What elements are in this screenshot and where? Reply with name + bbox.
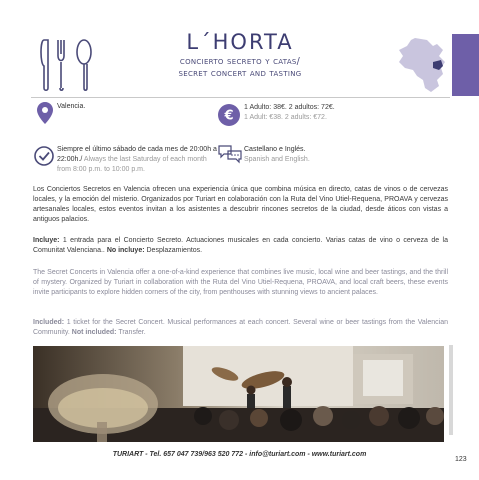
includes-en xyxy=(33,318,448,338)
subtitle-en: secret concert and tasting xyxy=(178,68,302,79)
schedule-block xyxy=(57,145,217,175)
page-number: 123 xyxy=(455,456,467,463)
schedule-es: Siempre el último sábado de cada mes de 20:00h a 22:00h./ xyxy=(57,146,217,163)
page-title: L´HORTA xyxy=(186,30,294,54)
includes-label-es: Incluye: xyxy=(33,237,60,244)
includes-label-en: Included: xyxy=(33,319,65,326)
excludes-label-en: Not included: xyxy=(71,329,117,336)
location-pin-icon xyxy=(37,102,53,124)
includes-text-es: 1 entrada para el Concierto Secreto. Actuaciones musicales en cada concierto. Varias catas de vino o cerveza de la Comunitat Valenciana.. xyxy=(33,237,448,254)
excludes-text-es: Desplazamientos. xyxy=(144,247,203,254)
price-block xyxy=(244,103,335,123)
euro-icon xyxy=(218,104,240,126)
svg-text:€: € xyxy=(224,108,234,124)
price-en: 1 Adult: €38. 2 adults: €72. xyxy=(244,114,327,121)
schedule-en: Always the last Saturday of each month from 8:00 p.m. to 10:00 p.m. xyxy=(57,156,207,173)
subtitle-es: concierto secreto y catas/ xyxy=(179,56,301,67)
valencia-region-map-icon xyxy=(393,36,453,94)
chat-bubbles-icon xyxy=(218,144,242,164)
includes-text-en: 1 ticket for the Secret Concert. Musical performances at each concert. Several wine or beer tastings from the Valencian Community. xyxy=(33,319,448,336)
check-circle-icon xyxy=(34,146,54,166)
description-en: The Secret Concerts in Valencia offer a one-of-a-kind experience that combines live music, local wine and beer tastings, and the thrill of mystery. Organized by Turiart in collaboration with the Ruta del Vino Utiel-Requena, PROAVA, and local craft beers, these events invite participants to explore hidden corners of the city, from penthouses with stunning views to ancient palaces. xyxy=(33,269,448,296)
cutlery-icon xyxy=(36,36,98,92)
language-block xyxy=(244,145,310,165)
excludes-text-en: Transfer. xyxy=(116,329,146,336)
footer-contact: TURIART - Tel. 657 047 739/963 520 772 - info@turiart.com - www.turiart.com xyxy=(112,451,367,458)
description-es: Los Conciertos Secretos en Valencia ofrecen una experiencia única que combina música en directo, catas de vinos o de cervezas locales, y la emoción del misterio. Organizados por Turiart en colaboración con la Ruta del Vino Utiel-Requena, PROAVA y cervezas artesanales locales, estos eventos invitan a los asistentes a descubrir rincones secretos de la ciudad, desde áticos con vistas a antiguos palacios. xyxy=(33,186,448,223)
language-en: Spanish and English. xyxy=(244,156,310,163)
language-es: Castellano e Inglés. xyxy=(244,146,306,153)
location-text: Valencia. xyxy=(57,103,86,110)
includes-es xyxy=(33,236,448,256)
divider xyxy=(31,97,450,98)
concert-photo xyxy=(33,346,444,442)
excludes-label-es: No incluye: xyxy=(106,247,145,254)
price-es: 1 Adulto: 38€. 2 adultos: 72€. xyxy=(244,104,335,111)
scroll-bar-decoration xyxy=(449,345,453,435)
section-tab xyxy=(452,34,479,96)
